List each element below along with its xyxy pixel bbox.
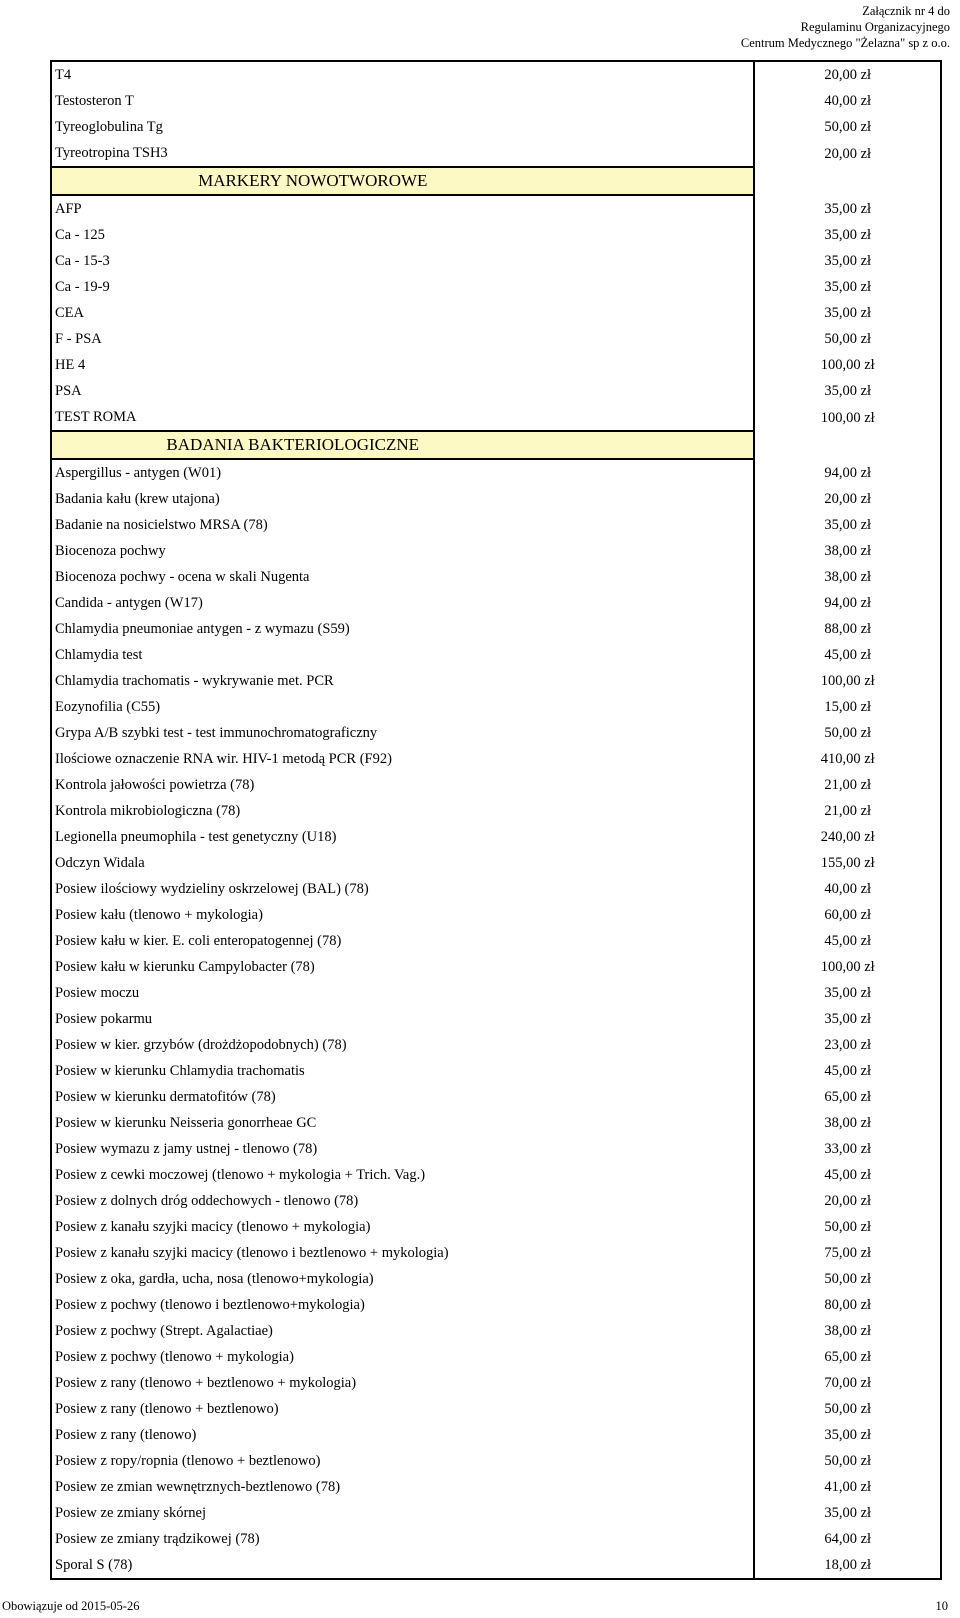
test-price: 35,00 zł — [824, 1427, 872, 1443]
test-name: Chlamydia test — [51, 642, 754, 668]
test-name: Odczyn Widala — [51, 850, 754, 876]
table-row — [51, 954, 941, 980]
table-row — [51, 1188, 941, 1214]
test-price: 40,00 zł — [824, 93, 872, 109]
test-price: 50,00 zł — [824, 725, 872, 741]
test-price: 21,00 zł — [824, 777, 872, 793]
table-row — [51, 1344, 941, 1370]
test-name: Badania kału (krew utajona) — [51, 486, 754, 512]
test-price: 50,00 zł — [824, 1453, 872, 1469]
test-price: 18,00 zł — [824, 1557, 872, 1573]
test-price: 240,00 zł — [820, 829, 875, 845]
section-header-row — [51, 431, 941, 459]
test-name: Legionella pneumophila - test genetyczny (U18) — [51, 824, 754, 850]
table-row — [51, 114, 941, 140]
test-name: Posiew ze zmiany trądzikowej (78) — [51, 1526, 754, 1552]
test-name: Sporal S (78) — [51, 1552, 754, 1579]
price-list-table — [50, 60, 942, 1580]
test-price: 35,00 zł — [824, 279, 872, 295]
table-row — [51, 404, 941, 431]
test-name: Ilościowe oznaczenie RNA wir. HIV-1 metodą PCR (F92) — [51, 746, 754, 772]
test-name: Posiew moczu — [51, 980, 754, 1006]
test-name: AFP — [51, 195, 754, 222]
test-name: Kontrola jałowości powietrza (78) — [51, 772, 754, 798]
test-price: 20,00 zł — [824, 145, 872, 162]
valid-from-note: Obowiązuje od 2015-05-26 — [2, 1599, 140, 1613]
table-row — [51, 616, 941, 642]
test-name: Posiew z dolnych dróg oddechowych - tlenowo (78) — [51, 1188, 754, 1214]
table-row — [51, 61, 941, 88]
test-price: 20,00 zł — [824, 67, 872, 83]
table-row — [51, 1058, 941, 1084]
test-name: Aspergillus - antygen (W01) — [51, 459, 754, 486]
test-name: Posiew z pochwy (Strept. Agalactiae) — [51, 1318, 754, 1344]
test-price: 100,00 zł — [820, 959, 875, 975]
test-price: 94,00 zł — [824, 595, 872, 611]
test-name: Kontrola mikrobiologiczna (78) — [51, 798, 754, 824]
table-row — [51, 1214, 941, 1240]
test-price: 100,00 zł — [820, 409, 875, 426]
table-row — [51, 274, 941, 300]
test-price: 38,00 zł — [824, 569, 872, 585]
test-price: 100,00 zł — [820, 673, 875, 689]
test-name: Posiew pokarmu — [51, 1006, 754, 1032]
test-price: 35,00 zł — [824, 1505, 872, 1521]
test-name: Posiew wymazu z jamy ustnej - tlenowo (78) — [51, 1136, 754, 1162]
test-name: Posiew ze zmian wewnętrznych-beztlenowo (78) — [51, 1474, 754, 1500]
table-row — [51, 538, 941, 564]
table-row — [51, 668, 941, 694]
header-line-2: Regulaminu Organizacyjnego — [800, 20, 950, 34]
test-price: 94,00 zł — [824, 464, 872, 481]
table-row — [51, 902, 941, 928]
document-header — [741, 3, 950, 51]
table-row — [51, 486, 941, 512]
section-header-row — [51, 167, 941, 195]
test-price: 88,00 zł — [824, 621, 872, 637]
test-price: 23,00 zł — [824, 1037, 872, 1053]
table-row — [51, 1318, 941, 1344]
table-row — [51, 140, 941, 167]
table-row — [51, 222, 941, 248]
price-list-body — [51, 61, 941, 1579]
test-price: 35,00 zł — [824, 305, 872, 321]
test-price: 50,00 zł — [824, 119, 872, 135]
header-line-3: Centrum Medycznego "Żelazna" sp z o.o. — [740, 36, 950, 50]
test-price: 70,00 zł — [824, 1375, 872, 1391]
test-price: 38,00 zł — [824, 543, 872, 559]
test-price: 38,00 zł — [824, 1323, 872, 1339]
test-price: 35,00 zł — [824, 383, 872, 399]
table-row — [51, 378, 941, 404]
test-price: 45,00 zł — [824, 933, 872, 949]
table-row — [51, 642, 941, 668]
test-price: 38,00 zł — [824, 1115, 872, 1131]
table-row — [51, 459, 941, 486]
table-row — [51, 1006, 941, 1032]
test-price: 50,00 zł — [824, 1401, 872, 1417]
table-row — [51, 1084, 941, 1110]
test-name: Posiew z kanału szyjki macicy (tlenowo + mykologia) — [51, 1214, 754, 1240]
table-row — [51, 980, 941, 1006]
test-name: Testosteron T — [51, 88, 754, 114]
test-price: 20,00 zł — [824, 1193, 872, 1209]
test-name: Posiew z cewki moczowej (tlenowo + mykologia + Trich. Vag.) — [51, 1162, 754, 1188]
test-name: Posiew z ropy/ropnia (tlenowo + beztlenowo) — [51, 1448, 754, 1474]
test-price: 35,00 zł — [824, 227, 872, 243]
table-row — [51, 1396, 941, 1422]
test-name: Candida - antygen (W17) — [51, 590, 754, 616]
test-price: 40,00 zł — [824, 881, 872, 897]
table-row — [51, 195, 941, 222]
section-price-cell — [754, 167, 941, 195]
test-price: 15,00 zł — [824, 699, 872, 715]
table-row — [51, 88, 941, 114]
test-name: Posiew z rany (tlenowo + beztlenowo) — [51, 1396, 754, 1422]
table-row — [51, 694, 941, 720]
test-name: Eozynofilia (C55) — [51, 694, 754, 720]
table-row — [51, 352, 941, 378]
table-row — [51, 1110, 941, 1136]
section-title: MARKERY NOWOTWOROWE — [51, 167, 754, 195]
test-price: 41,00 zł — [824, 1479, 872, 1495]
table-row — [51, 1240, 941, 1266]
test-name: PSA — [51, 378, 754, 404]
table-row — [51, 248, 941, 274]
test-name: Posiew w kier. grzybów (drożdżopodobnych) (78) — [51, 1032, 754, 1058]
test-price: 60,00 zł — [824, 907, 872, 923]
section-title: BADANIA BAKTERIOLOGICZNE — [51, 431, 754, 459]
test-name: Badanie na nosicielstwo MRSA (78) — [51, 512, 754, 538]
table-row — [51, 1370, 941, 1396]
test-price: 100,00 zł — [820, 357, 875, 373]
table-row — [51, 512, 941, 538]
test-name: Posiew ze zmiany skórnej — [51, 1500, 754, 1526]
table-row — [51, 590, 941, 616]
test-price: 45,00 zł — [824, 1167, 872, 1183]
test-name: Posiew z pochwy (tlenowo + mykologia) — [51, 1344, 754, 1370]
test-price: 50,00 zł — [824, 1271, 872, 1287]
test-price: 35,00 zł — [824, 200, 872, 217]
table-row — [51, 326, 941, 352]
table-row — [51, 746, 941, 772]
test-price: 45,00 zł — [824, 647, 872, 663]
test-price: 155,00 zł — [820, 855, 875, 871]
test-name: Posiew ilościowy wydzieliny oskrzelowej (BAL) (78) — [51, 876, 754, 902]
table-row — [51, 300, 941, 326]
test-name: Chlamydia pneumoniae antygen - z wymazu (S59) — [51, 616, 754, 642]
test-name: Posiew z rany (tlenowo + beztlenowo + mykologia) — [51, 1370, 754, 1396]
table-row — [51, 1500, 941, 1526]
test-price: 20,00 zł — [824, 491, 872, 507]
table-row — [51, 1552, 941, 1579]
test-name: TEST ROMA — [51, 404, 754, 431]
table-row — [51, 1448, 941, 1474]
test-name: Ca - 19-9 — [51, 274, 754, 300]
test-name: Biocenoza pochwy - ocena w skali Nugenta — [51, 564, 754, 590]
test-name: Posiew w kierunku Chlamydia trachomatis — [51, 1058, 754, 1084]
test-name: Tyreoglobulina Tg — [51, 114, 754, 140]
table-row — [51, 850, 941, 876]
table-row — [51, 1292, 941, 1318]
table-row — [51, 720, 941, 746]
test-name: F - PSA — [51, 326, 754, 352]
test-price: 35,00 zł — [824, 517, 872, 533]
test-name: HE 4 — [51, 352, 754, 378]
page-number: 10 — [935, 1599, 948, 1613]
test-name: Posiew z pochwy (tlenowo i beztlenowo+mykologia) — [51, 1292, 754, 1318]
test-name: Ca - 125 — [51, 222, 754, 248]
table-row — [51, 1136, 941, 1162]
test-name: Tyreotropina TSH3 — [51, 140, 754, 167]
table-row — [51, 798, 941, 824]
table-row — [51, 564, 941, 590]
test-price: 80,00 zł — [824, 1297, 872, 1313]
table-row — [51, 1162, 941, 1188]
test-name: Posiew w kierunku Neisseria gonorrheae GC — [51, 1110, 754, 1136]
test-name: Posiew w kierunku dermatofitów (78) — [51, 1084, 754, 1110]
test-name: T4 — [51, 61, 754, 88]
test-price: 65,00 zł — [824, 1349, 872, 1365]
test-name: Biocenoza pochwy — [51, 538, 754, 564]
test-name: Posiew z oka, gardła, ucha, nosa (tlenowo+mykologia) — [51, 1266, 754, 1292]
table-row — [51, 1474, 941, 1500]
test-name: Chlamydia trachomatis - wykrywanie met. PCR — [51, 668, 754, 694]
test-name: Grypa A/B szybki test - test immunochromatograficzny — [51, 720, 754, 746]
test-price: 35,00 zł — [824, 985, 872, 1001]
test-price: 33,00 zł — [824, 1141, 872, 1157]
table-row — [51, 1266, 941, 1292]
test-name: CEA — [51, 300, 754, 326]
test-price: 21,00 zł — [824, 803, 872, 819]
test-name: Ca - 15-3 — [51, 248, 754, 274]
table-row — [51, 772, 941, 798]
table-row — [51, 1422, 941, 1448]
table-row — [51, 928, 941, 954]
table-row — [51, 876, 941, 902]
section-price-cell — [754, 431, 941, 459]
test-price: 410,00 zł — [820, 751, 875, 767]
test-name: Posiew kału w kier. E. coli enteropatogennej (78) — [51, 928, 754, 954]
header-line-1: Załącznik nr 4 do — [862, 4, 950, 18]
test-name: Posiew kału w kierunku Campylobacter (78) — [51, 954, 754, 980]
table-row — [51, 1526, 941, 1552]
table-row — [51, 824, 941, 850]
test-price: 35,00 zł — [824, 1011, 872, 1027]
test-price: 45,00 zł — [824, 1063, 872, 1079]
table-row — [51, 1032, 941, 1058]
test-price: 64,00 zł — [824, 1531, 872, 1547]
test-name: Posiew kału (tlenowo + mykologia) — [51, 902, 754, 928]
test-price: 50,00 zł — [824, 331, 872, 347]
test-price: 35,00 zł — [824, 253, 872, 269]
test-price: 65,00 zł — [824, 1089, 872, 1105]
test-price: 50,00 zł — [824, 1219, 872, 1235]
test-name: Posiew z kanału szyjki macicy (tlenowo i beztlenowo + mykologia) — [51, 1240, 754, 1266]
test-price: 75,00 zł — [824, 1245, 872, 1261]
test-name: Posiew z rany (tlenowo) — [51, 1422, 754, 1448]
